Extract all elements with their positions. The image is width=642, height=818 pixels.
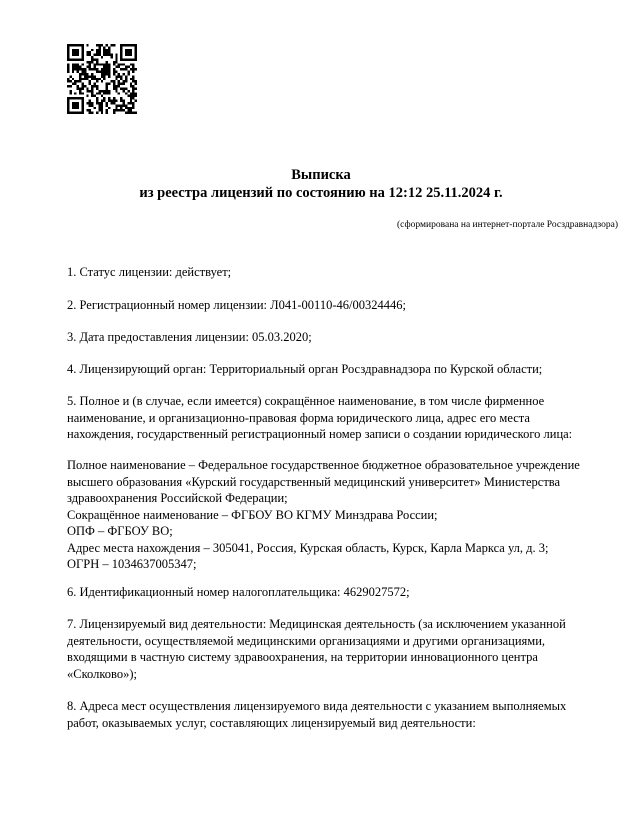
text-line: нахождения, государственный регистрационный номер записи о создании юридического лица: (67, 427, 573, 441)
text-line: Сокращённое наименование – ФГБОУ ВО КГМУ Минздрава России; (67, 507, 438, 522)
qr-code (67, 44, 137, 114)
text-line: Адрес места нахождения – 305041, Россия, Курская область, Курск, Карла Маркса ул, д. 3; (67, 540, 549, 555)
text-line: высшего образования «Курский государственный медицинский университет» Министерства (67, 474, 561, 489)
licensing-authority (67, 361, 607, 378)
text-line: Полное наименование – Федеральное государственное бюджетное образовательное учреждение (67, 458, 580, 472)
text-line: здравоохранения Российской Федерации; (67, 491, 288, 505)
portal-note: (сформирована на интернет-портале Росздравнадзора) (397, 220, 618, 230)
text-line: 5. Полное и (в случае, если имеется) сокращённое наименование, в том числе фирменное (67, 394, 545, 408)
activity-type (67, 616, 607, 682)
text-line: деятельности, осуществляемой медицинскими организациями и другими организациями, (67, 633, 546, 648)
text-line: 4. Лицензирующий орган: Территориальный орган Росздравнадзора по Курской области; (67, 362, 543, 376)
activity-addresses (67, 698, 607, 731)
text-line: «Сколково»); (67, 666, 137, 681)
document-title: Выписка (291, 167, 351, 183)
text-line: работ, оказываемых услуг, составляющих лицензируемый вид деятельности: (67, 715, 476, 730)
text-line: 7. Лицензируемый вид деятельности: Медицинская деятельность (за исключением указанной (67, 617, 566, 631)
issue-date (67, 329, 607, 346)
text-line: наименование, и организационно-правовая форма юридического лица, адрес его места (67, 410, 530, 425)
text-line: ОПФ – ФГБОУ ВО; (67, 524, 173, 538)
legal-entity-heading (67, 393, 607, 443)
text-line: 1. Статус лицензии: действует; (67, 265, 232, 279)
text-line: 2. Регистрационный номер лицензии: Л041-00110-46/00324446; (67, 298, 406, 312)
text-line: 6. Идентификационный номер налогоплательщика: 4629027572; (67, 585, 410, 599)
text-line: входящими в частную систему здравоохранения, на территории инновационного центра (67, 650, 538, 664)
taxpayer-id (67, 584, 607, 601)
text-line: 3. Дата предоставления лицензии: 05.03.2020; (67, 330, 312, 344)
license-status (67, 264, 607, 281)
text-line: 8. Адреса мест осуществления лицензируемого вида деятельности с указанием выполняемых (67, 699, 567, 713)
registration-number (67, 297, 607, 314)
text-line: ОГРН – 1034637005347; (67, 557, 197, 571)
document-subtitle: из реестра лицензий по состоянию на 12:12 25.11.2024 г. (139, 185, 503, 201)
organization-details (67, 457, 607, 573)
